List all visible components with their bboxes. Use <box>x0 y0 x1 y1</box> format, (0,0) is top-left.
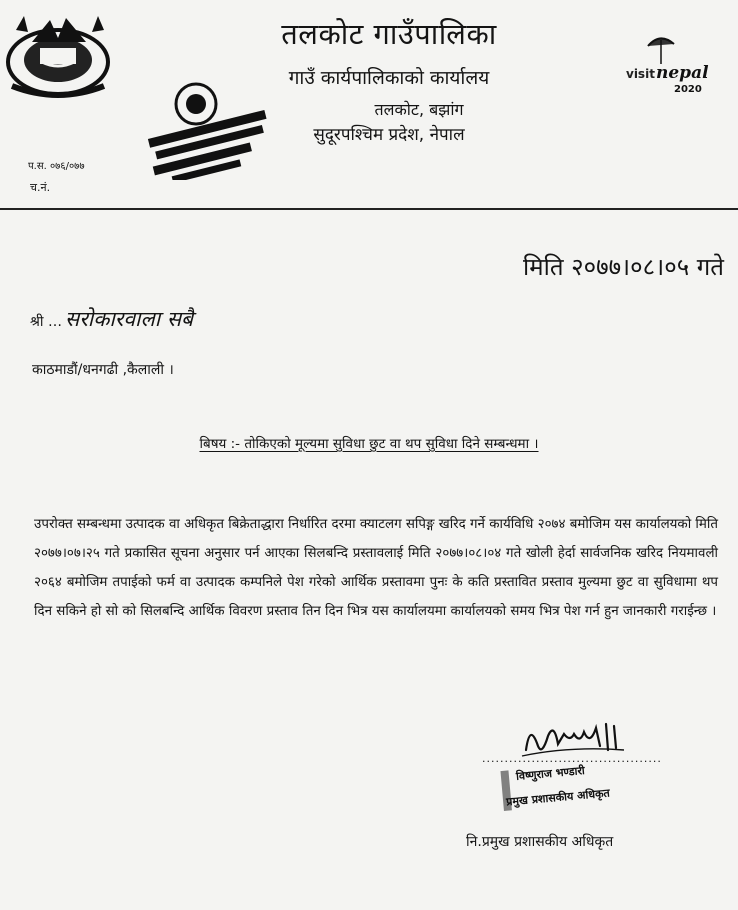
recipient-name: सरोकारवाला सबै <box>65 307 194 331</box>
stamp-officer-name: विष्णुराज भण्डारी <box>515 764 586 783</box>
recipient-prefix: श्री <box>30 314 44 330</box>
svg-text:visit: visit <box>626 67 655 81</box>
stamp-officer-title: प्रमुख प्रशासकीय अधिकृत <box>505 786 611 809</box>
signature-dotted-line: ........................................ <box>482 752 662 765</box>
fiscal-year-ref: प.स. ०७६/०७७ <box>28 161 85 172</box>
signatory-designation: नि.प्रमुख प्रशासकीय अधिकृत <box>466 834 614 850</box>
svg-text:nepal: nepal <box>656 63 709 83</box>
subject-text: बिषय :- तोकिएको मूल्यमा सुविधा छुट वा थप सुविधा दिने सम्बन्धमा । <box>199 436 539 452</box>
dispatch-number-label: च.नं. <box>30 181 51 194</box>
recipient-address: काठमाडौं/धनगढी ,कैलाली । <box>32 362 174 378</box>
letter-date: मिति २०७७।०८।०५ गते <box>523 253 724 281</box>
office-title: गाउँ कार्यपालिकाको कार्यालय <box>288 67 490 89</box>
province-name: सुदूरपश्चिम प्रदेश, नेपाल <box>313 125 465 145</box>
office-location: तलकोट, बझांग <box>374 100 464 119</box>
recipient-dots: … <box>48 314 63 330</box>
municipality-title: तलकोट गाउँपालिका <box>281 17 497 51</box>
header-divider <box>0 208 738 210</box>
recipient-line <box>30 305 193 333</box>
svg-text:2020: 2020 <box>674 84 702 95</box>
letter-body: उपरोक्त सम्बन्धमा उत्पादक वा अधिकृत बिक्रेताद्धारा निर्धारित दरमा क्याटलग सपिङ्ग खरिद गर्ने कार्यविधि २०७४ बमोजिम यस कार्यालयको मिति २०७७।०७।२५ गते प्रकासित सूचना अनुसार पर्न आएका सिलबन्दि प्रस्तावलाई मिति २०७७।०८।०४ गते खोली हेर्दा सार्वजनिक खरिद नियमावली २०६४ बमोजिम तपाईको फर्म वा उत्पादक कम्पनिले पेश गरेको आर्थिक प्रस्तावमा पुनः के कति प्रस्तावित प्रस्ताव मुल्यमा छुट वा सुविधामा थप दिन सकिने हो सो को सिलबन्दि आर्थिक विवरण प्रस्ताव तिन दिन भित्र यस कार्यालयमा कार्यालयको समय भित्र पेश गर्न हुन जानकारी गराईन्छ । <box>34 517 719 619</box>
subject-line <box>0 434 738 452</box>
